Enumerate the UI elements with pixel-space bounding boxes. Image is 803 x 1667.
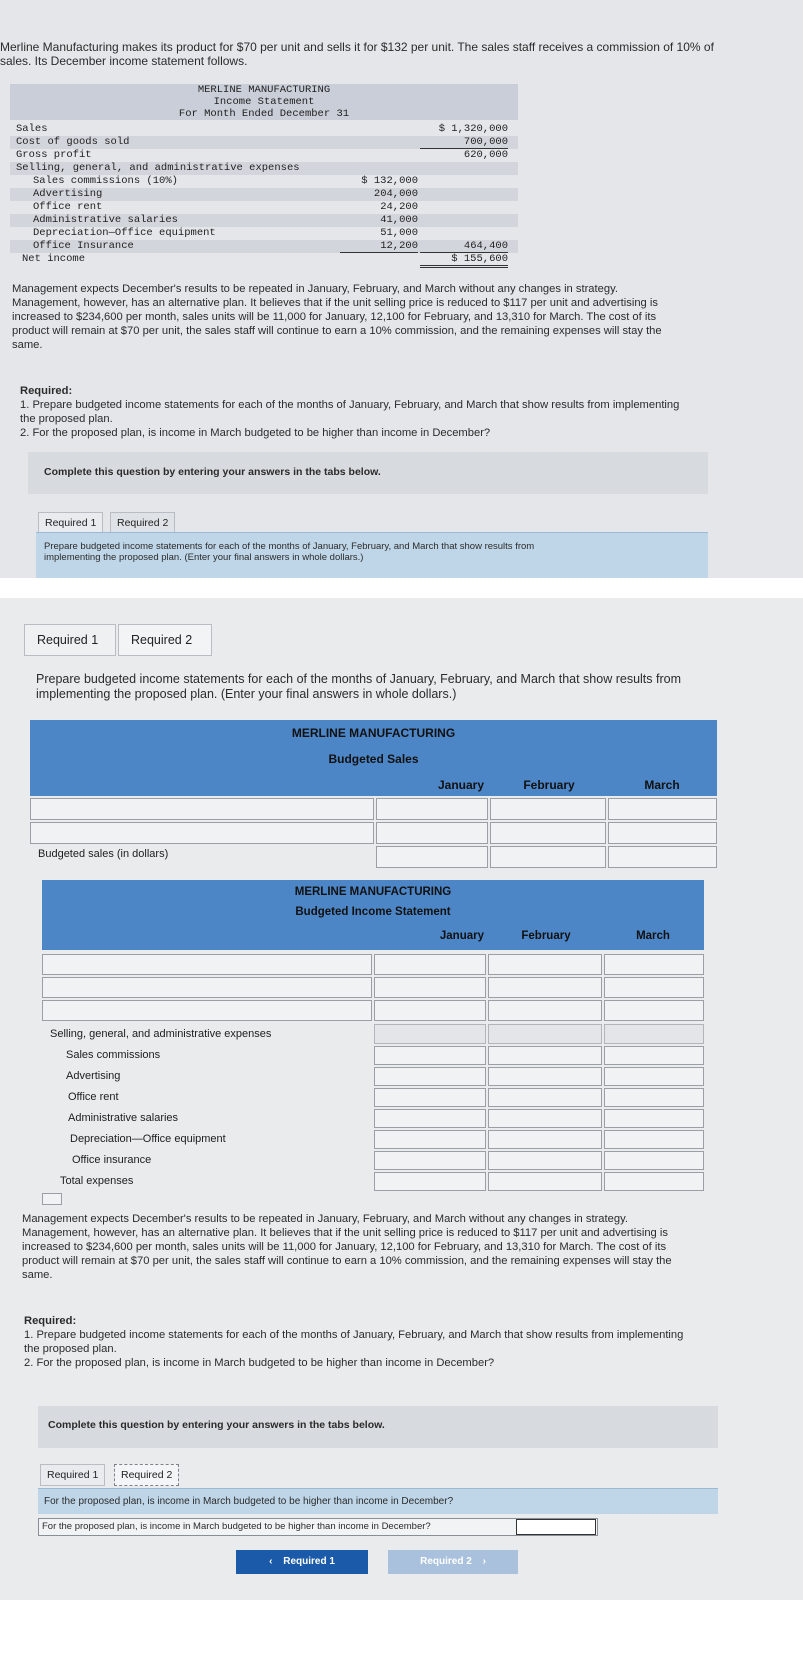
req2-instruction: For the proposed plan, is income in March budgeted to be higher than income in December? <box>44 1496 454 1507</box>
is-month-feb: February <box>521 930 571 942</box>
is-row-value: 51,000 <box>380 227 418 239</box>
commission-mar-input[interactable] <box>604 1046 704 1065</box>
is-month-mar: March <box>636 930 670 942</box>
is-row-value: 12,200 <box>340 240 418 253</box>
scenario-line: Management, however, has an alternative plan. It believes that if the unit selling price is reduced to $117 per unit and advertising is <box>22 1227 668 1239</box>
is-mar-input[interactable] <box>604 977 704 998</box>
is-row-value: $ 155,600 <box>420 253 508 268</box>
sales-title: Budgeted Sales <box>328 752 419 766</box>
is-row-label: Cost of goods sold <box>16 136 130 148</box>
expense-advertising: Advertising <box>66 1070 121 1082</box>
sales-units-mar-input[interactable] <box>608 798 717 820</box>
is-mar-input[interactable] <box>604 954 704 975</box>
is-row-value: 464,400 <box>420 240 508 253</box>
sales-label-input[interactable] <box>30 822 374 844</box>
is-label-input[interactable] <box>42 954 372 975</box>
total-expenses-label: Total expenses <box>60 1175 134 1187</box>
is-month-jan: January <box>439 930 484 942</box>
sga-feb-cell <box>488 1024 602 1044</box>
is-row-value: 204,000 <box>373 188 418 200</box>
required-1: 1. Prepare budgeted income statements for each of the months of January, February, and March that show results from implementing <box>20 399 680 411</box>
required-1-cont: the proposed plan. <box>24 1343 117 1355</box>
required-heading: Required: <box>24 1315 77 1327</box>
salaries-jan-input[interactable] <box>374 1109 486 1128</box>
scenario-line: increased to $234,600 per month, sales units will be 11,000 for January, 12,100 for February, and 13,310 for March. The cost of its <box>22 1241 667 1253</box>
expense-office-rent: Office rent <box>68 1091 119 1103</box>
advertising-mar-input[interactable] <box>604 1067 704 1086</box>
sales-units-feb-input[interactable] <box>490 798 606 820</box>
depreciation-jan-input[interactable] <box>374 1130 486 1149</box>
advertising-feb-input[interactable] <box>488 1067 602 1086</box>
expense-admin-salaries: Administrative salaries <box>68 1112 179 1124</box>
tab-required-1[interactable]: Required 1 <box>38 512 103 534</box>
depreciation-mar-input[interactable] <box>604 1130 704 1149</box>
is-row-label: Office Insurance <box>33 240 134 252</box>
is-jan-input[interactable] <box>374 977 486 998</box>
sales-price-mar-input[interactable] <box>608 822 717 844</box>
is-feb-input[interactable] <box>488 954 602 975</box>
required-1-cont: the proposed plan. <box>20 413 113 425</box>
advertising-jan-input[interactable] <box>374 1067 486 1086</box>
req2-question: For the proposed plan, is income in March budgeted to be higher than income in December? <box>42 1521 431 1532</box>
scenario-line: same. <box>22 1269 53 1281</box>
sales-label-input[interactable] <box>30 798 374 820</box>
sga-jan-cell <box>374 1024 486 1044</box>
commission-feb-input[interactable] <box>488 1046 602 1065</box>
is-label-input[interactable] <box>42 977 372 998</box>
is-row-value: 24,200 <box>380 201 418 213</box>
required-2: 2. For the proposed plan, is income in March budgeted to be higher than income in December? <box>20 427 491 439</box>
req2-answer-select[interactable] <box>516 1519 596 1535</box>
complete-prompt: Complete this question by entering your answers in the tabs below. <box>44 466 381 478</box>
is-feb-input[interactable] <box>488 1000 602 1021</box>
is-row-label: Selling, general, and administrative expenses <box>16 162 300 174</box>
sales-price-feb-input[interactable] <box>490 822 606 844</box>
salaries-feb-input[interactable] <box>488 1109 602 1128</box>
salaries-mar-input[interactable] <box>604 1109 704 1128</box>
instruction-line: Prepare budgeted income statements for each of the months of January, February, and March that show results from <box>36 672 682 686</box>
chevron-right-icon: › <box>482 1556 486 1567</box>
sales-dollars-mar-input[interactable] <box>608 846 717 868</box>
is-row-label: Depreciation—Office equipment <box>33 227 216 239</box>
is-mar-input[interactable] <box>604 1000 704 1021</box>
next-button[interactable] <box>388 1550 518 1574</box>
scenario-line: Management expects December's results to be repeated in January, February, and March without any changes in strategy. <box>12 283 618 295</box>
prev-button-label: Required 1 <box>283 1556 335 1567</box>
intro-line-1: Merline Manufacturing makes its product for $70 per unit and sells it for $132 per unit. The sales staff receives a commission of 10% of <box>0 40 714 54</box>
instruction-line: implementing the proposed plan. (Enter your final answers in whole dollars.) <box>44 552 364 563</box>
required-heading: Required: <box>20 385 73 397</box>
is-jan-input[interactable] <box>374 1000 486 1021</box>
is-feb-input[interactable] <box>488 977 602 998</box>
insurance-feb-input[interactable] <box>488 1151 602 1170</box>
is-label-input[interactable] <box>42 1000 372 1021</box>
budget-is-company: MERLINE MANUFACTURING <box>294 886 452 898</box>
sga-mar-cell <box>604 1024 704 1044</box>
tab-required-1[interactable]: Required 1 <box>40 1464 105 1486</box>
is-row-value: $ 132,000 <box>361 175 418 187</box>
sales-company: MERLINE MANUFACTURING <box>291 726 456 740</box>
is-row-label: Gross profit <box>16 149 92 161</box>
photo-section-top <box>0 0 803 578</box>
is-row-label: Advertising <box>33 188 103 200</box>
sales-dollars-feb-input[interactable] <box>490 846 606 868</box>
is-row-value: 620,000 <box>463 149 508 161</box>
is-row-value: $ 1,320,000 <box>438 123 508 135</box>
is-row-label: Administrative salaries <box>33 214 178 226</box>
sales-month-jan: January <box>437 778 484 792</box>
is-jan-input[interactable] <box>374 954 486 975</box>
total-expenses-feb-input[interactable] <box>488 1172 602 1191</box>
is-row-label: Sales commissions (10%) <box>33 175 178 187</box>
sales-dollars-jan-input[interactable] <box>376 846 488 868</box>
sales-price-jan-input[interactable] <box>376 822 488 844</box>
total-expenses-mar-input[interactable] <box>604 1172 704 1191</box>
scenario-line: increased to $234,600 per month, sales units will be 11,000 for January, 12,100 for February, and 13,310 for March. The cost of its <box>12 311 657 323</box>
is-row-label: Net income <box>22 253 86 265</box>
is-title: Income Statement <box>213 96 315 108</box>
expense-depreciation: Depreciation—Office equipment <box>70 1133 226 1145</box>
expense-sales-commissions: Sales commissions <box>66 1049 161 1061</box>
next-button-label: Required 2 <box>420 1556 472 1567</box>
is-row-label: Office rent <box>33 201 103 213</box>
rent-mar-input[interactable] <box>604 1088 704 1107</box>
is-company: MERLINE MANUFACTURING <box>197 84 331 96</box>
commission-jan-input[interactable] <box>374 1046 486 1065</box>
is-row-value: 700,000 <box>420 136 508 149</box>
budgeted-sales-dollars-label: Budgeted sales (in dollars) <box>38 848 169 860</box>
tab-required-2[interactable]: Required 2 <box>118 624 212 656</box>
chevron-left-icon: ‹ <box>269 1556 273 1567</box>
sales-month-feb: February <box>523 778 575 792</box>
instruction-line: implementing the proposed plan. (Enter your final answers in whole dollars.) <box>36 687 457 701</box>
required-2: 2. For the proposed plan, is income in March budgeted to be higher than income in December? <box>24 1357 495 1369</box>
tab-required-2[interactable]: Required 2 <box>110 512 175 534</box>
budget-is-title: Budgeted Income Statement <box>295 906 451 918</box>
rent-feb-input[interactable] <box>488 1088 602 1107</box>
sales-units-jan-input[interactable] <box>376 798 488 820</box>
scenario-line: same. <box>12 339 43 351</box>
depreciation-feb-input[interactable] <box>488 1130 602 1149</box>
is-row-value: 41,000 <box>380 214 418 226</box>
required-1: 1. Prepare budgeted income statements for each of the months of January, February, and March that show results from implementing <box>24 1329 684 1341</box>
insurance-jan-input[interactable] <box>374 1151 486 1170</box>
sales-month-mar: March <box>644 778 680 792</box>
scenario-line: product will remain at $70 per unit, the sales staff will continue to earn a 10% commission, and the remaining expenses will stay the <box>22 1255 672 1267</box>
prev-button[interactable] <box>236 1550 368 1574</box>
sga-heading: Selling, general, and administrative expenses <box>50 1028 272 1040</box>
instruction-line: Prepare budgeted income statements for each of the months of January, February, and March that show results from <box>44 541 535 552</box>
intro-line-2: sales. Its December income statement follows. <box>0 54 248 68</box>
is-row-label: Sales <box>16 123 48 135</box>
scenario-line: product will remain at $70 per unit, the sales staff will continue to earn a 10% commission, and the remaining expenses will stay the <box>12 325 662 337</box>
total-expenses-jan-input[interactable] <box>374 1172 486 1191</box>
insurance-mar-input[interactable] <box>604 1151 704 1170</box>
scenario-line: Management, however, has an alternative plan. It believes that if the unit selling price is reduced to $117 per unit and advertising is <box>12 297 658 309</box>
tab-required-1[interactable]: Required 1 <box>24 624 116 656</box>
expense-office-insurance: Office insurance <box>72 1154 152 1166</box>
tab-required-2[interactable]: Required 2 <box>114 1464 179 1486</box>
is-label-input[interactable] <box>42 1193 62 1205</box>
complete-prompt: Complete this question by entering your answers in the tabs below. <box>48 1419 385 1431</box>
photo-section-bottom <box>0 598 803 1600</box>
is-period: For Month Ended December 31 <box>178 108 350 120</box>
rent-jan-input[interactable] <box>374 1088 486 1107</box>
scenario-line: Management expects December's results to be repeated in January, February, and March without any changes in strategy. <box>22 1213 628 1225</box>
